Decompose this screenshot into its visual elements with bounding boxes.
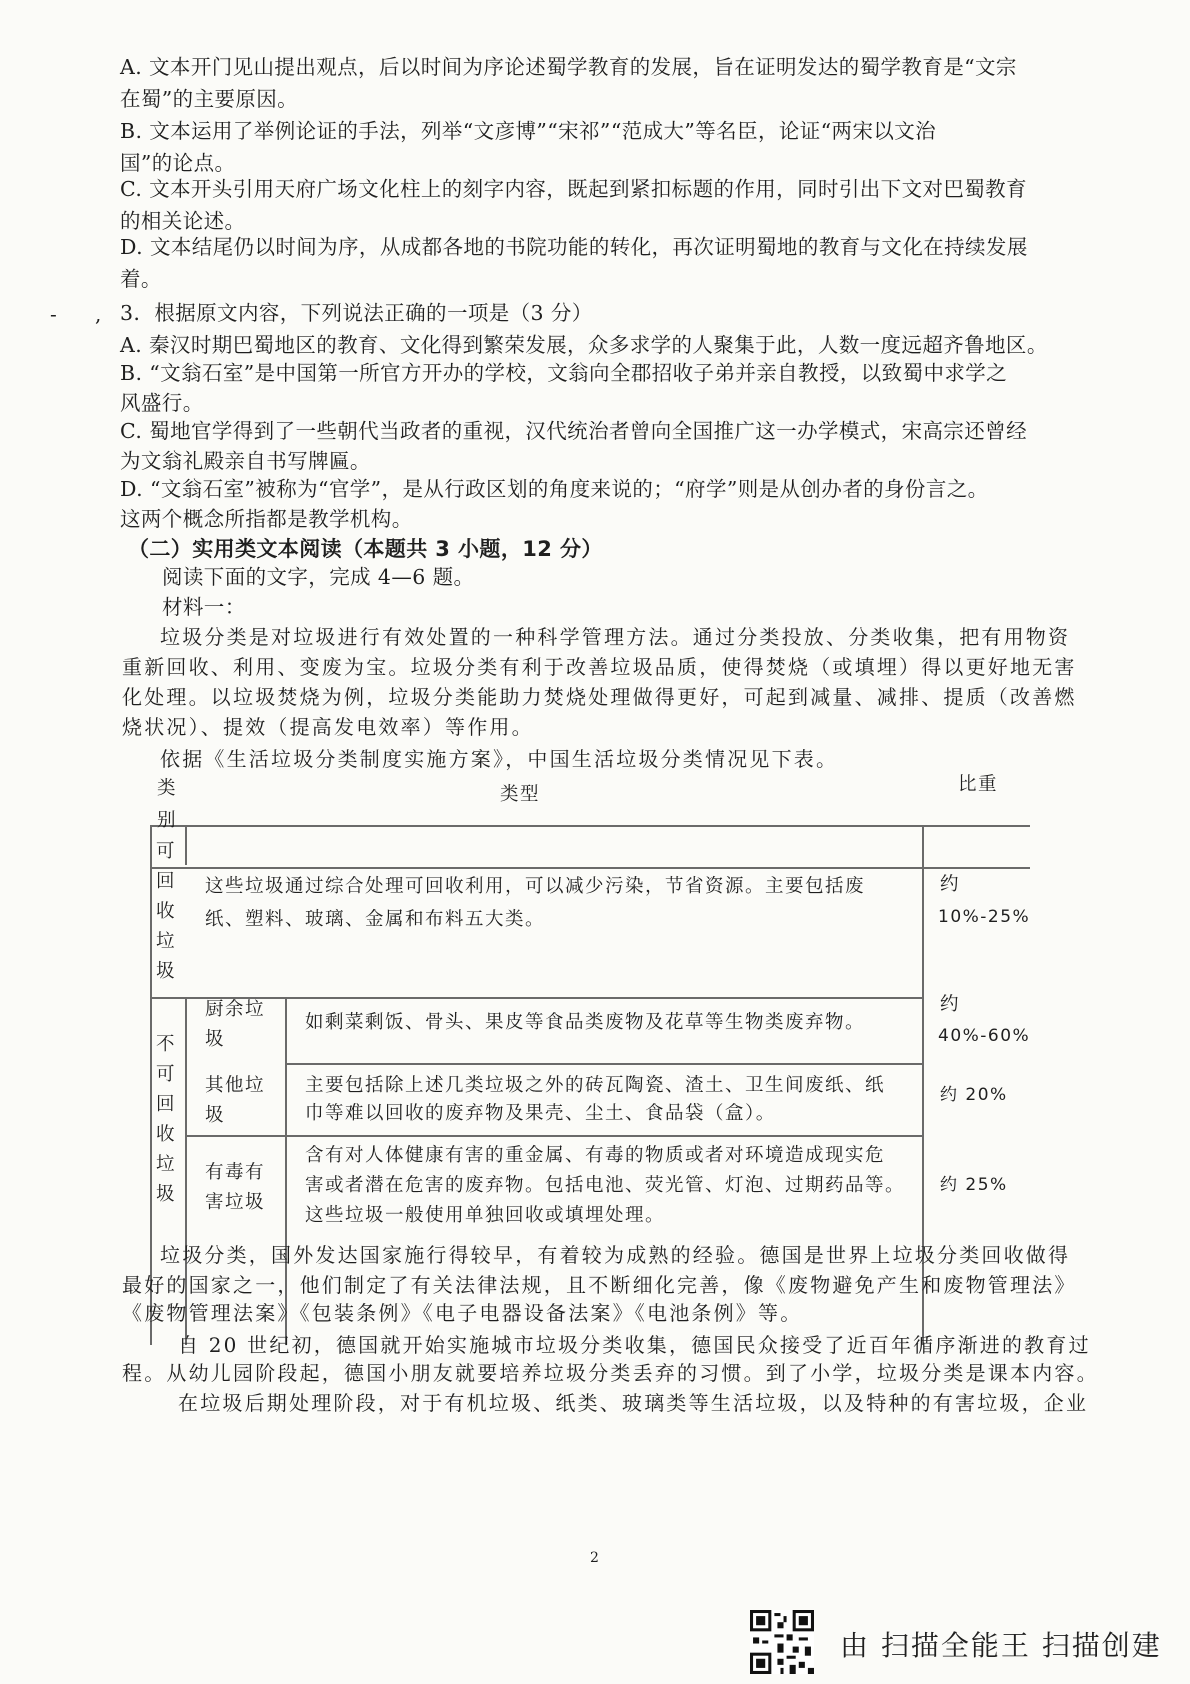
recyclable-desc-line: 纸、塑料、玻璃、金属和布料五大类。 bbox=[205, 909, 546, 930]
kitchen-waste-ratio: 40%-60% bbox=[938, 1026, 1031, 1046]
hazardous-waste-name: 有毒有 bbox=[205, 1162, 266, 1183]
option-line: B. 文本运用了举例论证的手法，列举“文彦博”“宋祁”“范成大”等名臣，论证“两宋以文治 bbox=[120, 119, 937, 143]
header-category: 类别 bbox=[156, 778, 177, 831]
option-line: 风盛行。 bbox=[120, 391, 204, 415]
option-line: 的相关论述。 bbox=[120, 209, 246, 233]
option-line: 为文翁礼殿亲自书写牌匾。 bbox=[120, 449, 371, 473]
hazardous-waste-desc: 害或者潜在危害的废弃物。包括电池、荧光管、灯泡、过期药品等。 bbox=[305, 1175, 906, 1196]
hazardous-waste-ratio: 约 25% bbox=[940, 1175, 1008, 1195]
paragraph-line: 垃圾分类，国外发达国家施行得较早，有着较为成熟的经验。德国是世界上垃圾分类回收做得 bbox=[160, 1243, 1071, 1267]
category-non-recyclable: 不可回收垃圾 bbox=[155, 1034, 176, 1205]
paragraph-line: 在垃圾后期处理阶段，对于有机垃圾、纸类、玻璃类等生活垃圾，以及特种的有害垃圾，企业 bbox=[178, 1391, 1089, 1415]
page-number: 2 bbox=[590, 1550, 599, 1566]
paragraph-line: 烧状况）、提效（提高发电效率）等作用。 bbox=[122, 715, 534, 739]
other-waste-name: 圾 bbox=[205, 1105, 226, 1126]
table-intro: 依据《生活垃圾分类制度实施方案》，中国生活垃圾分类情况见下表。 bbox=[160, 747, 839, 771]
option-line: A. 秦汉时期巴蜀地区的教育、文化得到繁荣发展，众多求学的人聚集于此，人数一度远超齐鲁地区。 bbox=[120, 333, 1048, 357]
question-stem: 3．根据原文内容，下列说法正确的一项是（3 分） bbox=[120, 301, 593, 325]
option-line: C. 文本开头引用天府广场文化柱上的刻字内容，既起到紧扣标题的作用，同时引出下文对巴蜀教育 bbox=[120, 177, 1027, 201]
hazardous-waste-name: 害垃圾 bbox=[205, 1192, 266, 1213]
option-line: 着。 bbox=[120, 267, 162, 291]
paragraph-line: 化处理。以垃圾焚烧为例，垃圾分类能助力焚烧处理做得更好，可起到减量、减排、提质（改善燃 bbox=[122, 685, 1077, 709]
option-line: 在蜀”的主要原因。 bbox=[120, 87, 299, 111]
qr-code-icon bbox=[750, 1610, 814, 1674]
option-line: 国”的论点。 bbox=[120, 151, 236, 175]
option-line: A. 文本开门见山提出观点，后以时间为序论述蜀学教育的发展，旨在证明发达的蜀学教育是“文宗 bbox=[120, 55, 1017, 79]
kitchen-waste-ratio: 约 bbox=[940, 994, 961, 1015]
paragraph-line: 最好的国家之一，他们制定了有关法律法规，且不断细化完善，像《废物避免产生和废物管理法》 bbox=[122, 1273, 1077, 1297]
other-waste-desc: 主要包括除上述几类垃圾之外的砖瓦陶瓷、渣土、卫生间废纸、纸 bbox=[305, 1075, 886, 1096]
margin-dash: - bbox=[50, 302, 57, 326]
header-type: 类型 bbox=[500, 784, 541, 805]
option-line: 这两个概念所指都是教学机构。 bbox=[120, 507, 413, 531]
paragraph-line: 自 20 世纪初，德国就开始实施城市垃圾分类收集，德国民众接受了近百年循序渐进的教育过 bbox=[178, 1333, 1091, 1357]
hazardous-waste-desc: 含有对人体健康有害的重金属、有毒的物质或者对环境造成现实危 bbox=[305, 1145, 886, 1166]
recyclable-ratio: 10%-25% bbox=[938, 907, 1031, 927]
recyclable-desc-line: 这些垃圾通过综合处理可回收利用，可以减少污染，节省资源。主要包括废 bbox=[205, 876, 866, 897]
option-line: B. “文翁石室”是中国第一所官方开办的学校，文翁向全郡招收子弟并亲自教授，以致蜀中求学之 bbox=[120, 361, 1008, 385]
kitchen-waste-desc: 如剩菜剩饭、骨头、果皮等食品类废物及花草等生物类废弃物。 bbox=[305, 1012, 866, 1033]
scanner-watermark bbox=[750, 1610, 1170, 1670]
paragraph-line: 垃圾分类是对垃圾进行有效处置的一种科学管理方法。通过分类投放、分类收集，把有用物资 bbox=[160, 625, 1071, 649]
instruction: 阅读下面的文字，完成 4—6 题。 bbox=[162, 565, 475, 589]
recyclable-ratio: 约 bbox=[940, 874, 961, 895]
other-waste-name: 其他垃 bbox=[205, 1075, 266, 1096]
option-line: D. 文本结尾仍以时间为序，从成都各地的书院功能的转化，再次证明蜀地的教育与文化在持续发展 bbox=[120, 235, 1028, 259]
margin-dot: , bbox=[95, 302, 102, 326]
section-title: （二）实用类文本阅读（本题共 3 小题，12 分） bbox=[128, 537, 603, 561]
header-ratio: 比重 bbox=[958, 774, 999, 795]
hazardous-waste-desc: 这些垃圾一般使用单独回收或填埋处理。 bbox=[305, 1205, 666, 1226]
other-waste-ratio: 约 20% bbox=[940, 1085, 1008, 1105]
paragraph-line: 《废物管理法案》《包装条例》《电子电器设备法案》《电池条例》等。 bbox=[122, 1301, 803, 1325]
option-line: C. 蜀地官学得到了一些朝代当政者的重视，汉代统治者曾向全国推广这一办学模式，宋高宗还曾经 bbox=[120, 419, 1027, 443]
watermark-text: 由 扫描全能王 扫描创建 bbox=[840, 1629, 1162, 1662]
kitchen-waste-name: 圾 bbox=[205, 1029, 226, 1050]
kitchen-waste-name: 厨余垃 bbox=[205, 999, 266, 1020]
other-waste-desc: 巾等难以回收的废弃物及果壳、尘土、食品袋（盒）。 bbox=[305, 1103, 776, 1124]
paragraph-line: 重新回收、利用、变废为宝。垃圾分类有利于改善垃圾品质，使得焚烧（或填埋）得以更好地无害 bbox=[122, 655, 1077, 679]
material-label: 材料一： bbox=[162, 595, 246, 619]
option-line: D. “文翁石室”被称为“官学”，是从行政区划的角度来说的；“府学”则是从创办者的身份言之。 bbox=[120, 477, 989, 501]
paragraph-line: 程。从幼儿园阶段起，德国小朋友就要培养垃圾分类丢弃的习惯。到了小学，垃圾分类是课本内容。 bbox=[122, 1361, 1099, 1385]
category-recyclable: 可回收垃圾 bbox=[155, 841, 176, 982]
